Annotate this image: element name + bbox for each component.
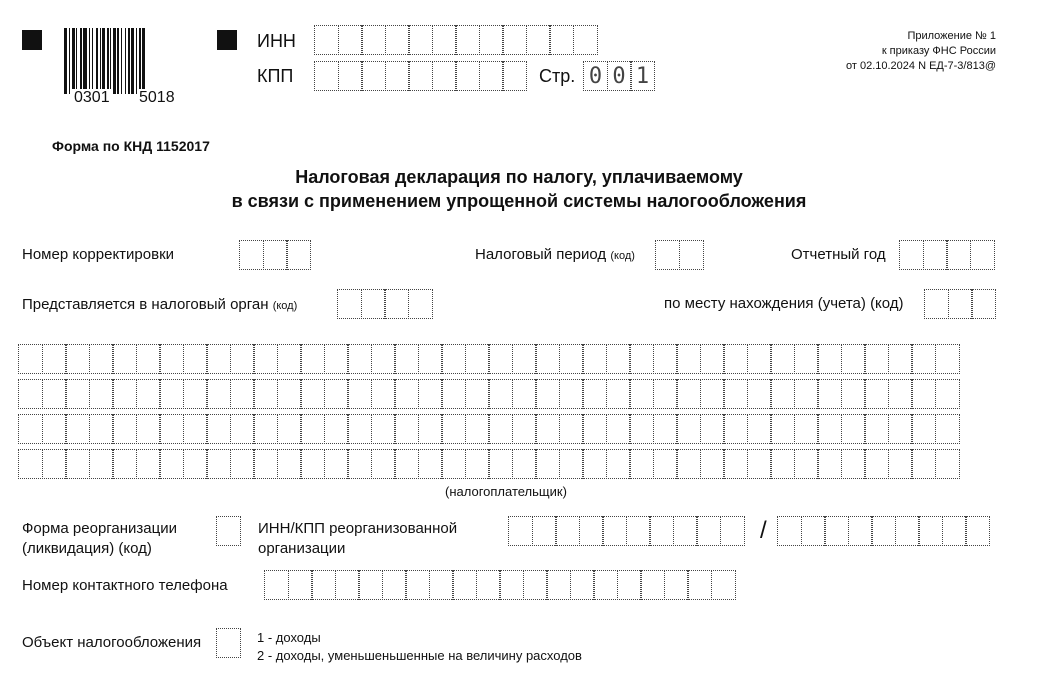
char-cell[interactable] xyxy=(582,449,607,479)
char-cell[interactable] xyxy=(418,379,443,409)
char-cell[interactable] xyxy=(253,449,278,479)
char-cell[interactable] xyxy=(895,516,920,546)
inn-label: ИНН xyxy=(257,31,296,51)
char-cell[interactable] xyxy=(502,25,527,55)
char-cell[interactable] xyxy=(418,449,443,479)
char-cell[interactable] xyxy=(371,414,396,444)
char-cell[interactable] xyxy=(626,516,651,546)
char-cell[interactable] xyxy=(546,570,571,600)
char-cell[interactable] xyxy=(89,344,114,374)
char-cell[interactable] xyxy=(559,449,584,479)
char-cell[interactable] xyxy=(948,289,973,319)
reorg-inn-label-2: организации xyxy=(258,540,346,557)
char-cell[interactable] xyxy=(512,344,537,374)
char-cell[interactable] xyxy=(801,516,826,546)
char-cell[interactable] xyxy=(408,61,433,91)
char-cell[interactable] xyxy=(394,449,419,479)
char-cell[interactable] xyxy=(653,344,678,374)
reorg-form-cells[interactable] xyxy=(216,516,241,546)
char-cell[interactable] xyxy=(183,449,208,479)
char-cell[interactable] xyxy=(347,379,372,409)
char-cell[interactable] xyxy=(314,61,339,91)
char-cell[interactable] xyxy=(923,240,948,270)
char-cell[interactable] xyxy=(582,344,607,374)
char-cell[interactable] xyxy=(455,61,480,91)
char-cell[interactable] xyxy=(300,379,325,409)
char-cell[interactable] xyxy=(314,25,339,55)
char-cell[interactable] xyxy=(602,516,627,546)
char-cell[interactable] xyxy=(300,449,325,479)
char-cell[interactable] xyxy=(582,414,607,444)
char-cell[interactable] xyxy=(593,570,618,600)
char-cell[interactable] xyxy=(606,379,631,409)
form-code: Форма по КНД 1152017 xyxy=(52,138,210,154)
char-cell[interactable] xyxy=(747,449,772,479)
char-cell[interactable] xyxy=(441,379,466,409)
barcode-number-right: 5018 xyxy=(139,89,175,106)
char-cell[interactable] xyxy=(405,570,430,600)
taxpayer-grid xyxy=(18,344,960,479)
reorg-form-label-2: (ликвидация) (код) xyxy=(22,540,152,557)
char-cell[interactable] xyxy=(230,344,255,374)
char-cell[interactable] xyxy=(311,570,336,600)
char-cell[interactable] xyxy=(794,379,819,409)
char-cell[interactable] xyxy=(358,570,383,600)
char-cell[interactable] xyxy=(324,344,349,374)
char-cell[interactable] xyxy=(817,344,842,374)
char-cell[interactable] xyxy=(747,344,772,374)
char-cell[interactable] xyxy=(479,25,504,55)
char-cell[interactable] xyxy=(324,449,349,479)
char-cell[interactable] xyxy=(159,344,184,374)
char-cell[interactable] xyxy=(452,570,477,600)
kpp-label: КПП xyxy=(257,66,294,86)
char-cell[interactable] xyxy=(559,344,584,374)
reorg-kpp-cells[interactable] xyxy=(777,516,990,546)
taxpayer-row-3[interactable] xyxy=(18,414,960,444)
char-cell[interactable] xyxy=(206,344,231,374)
char-cell[interactable] xyxy=(676,344,701,374)
page-digit-2: 0 xyxy=(607,61,632,91)
char-cell[interactable] xyxy=(324,379,349,409)
char-cell[interactable] xyxy=(523,570,548,600)
char-cell[interactable] xyxy=(253,414,278,444)
char-cell[interactable] xyxy=(911,344,936,374)
taxpayer-row-4[interactable] xyxy=(18,449,960,479)
char-cell[interactable] xyxy=(606,414,631,444)
char-cell[interactable] xyxy=(535,449,560,479)
char-cell[interactable] xyxy=(394,414,419,444)
char-cell[interactable] xyxy=(770,379,795,409)
char-cell[interactable] xyxy=(136,449,161,479)
char-cell[interactable] xyxy=(864,449,889,479)
char-cell[interactable] xyxy=(371,449,396,479)
char-cell[interactable] xyxy=(770,414,795,444)
char-cell[interactable] xyxy=(676,414,701,444)
char-cell[interactable] xyxy=(606,344,631,374)
char-cell[interactable] xyxy=(720,516,745,546)
char-cell[interactable] xyxy=(673,516,698,546)
char-cell[interactable] xyxy=(476,570,501,600)
barcode-number-left: 0301 xyxy=(74,89,110,106)
char-cell[interactable] xyxy=(89,379,114,409)
char-cell[interactable] xyxy=(112,379,137,409)
char-cell[interactable] xyxy=(347,414,372,444)
char-cell[interactable] xyxy=(700,379,725,409)
char-cell[interactable] xyxy=(263,240,288,270)
phone-cells[interactable] xyxy=(264,570,736,600)
char-cell[interactable] xyxy=(239,240,264,270)
char-cell[interactable] xyxy=(606,449,631,479)
char-cell[interactable] xyxy=(864,344,889,374)
char-cell[interactable] xyxy=(42,379,67,409)
char-cell[interactable] xyxy=(441,449,466,479)
tax-period-label xyxy=(475,246,635,263)
char-cell[interactable] xyxy=(371,379,396,409)
char-cell[interactable] xyxy=(723,344,748,374)
char-cell[interactable] xyxy=(338,25,363,55)
char-cell[interactable] xyxy=(617,570,642,600)
char-cell[interactable] xyxy=(112,449,137,479)
char-cell[interactable] xyxy=(676,449,701,479)
char-cell[interactable] xyxy=(817,449,842,479)
char-cell[interactable] xyxy=(723,449,748,479)
char-cell[interactable] xyxy=(112,414,137,444)
char-cell[interactable] xyxy=(159,379,184,409)
char-cell[interactable] xyxy=(841,449,866,479)
char-cell[interactable] xyxy=(970,240,995,270)
char-cell[interactable] xyxy=(488,379,513,409)
tax-object-option-1: 1 - доходы xyxy=(257,630,321,645)
char-cell[interactable] xyxy=(723,379,748,409)
char-cell[interactable] xyxy=(465,414,490,444)
char-cell[interactable] xyxy=(640,570,665,600)
char-cell[interactable] xyxy=(18,414,43,444)
title-line-2: в связи с применением упрощенной системы налогообложения xyxy=(231,191,807,211)
char-cell[interactable] xyxy=(965,516,990,546)
char-cell[interactable] xyxy=(465,379,490,409)
inn-cells[interactable] xyxy=(314,25,598,55)
reorg-slash: / xyxy=(760,517,767,544)
char-cell[interactable] xyxy=(136,414,161,444)
char-cell[interactable] xyxy=(286,240,311,270)
tax-object-cells[interactable] xyxy=(216,628,241,658)
char-cell[interactable] xyxy=(408,25,433,55)
char-cell[interactable] xyxy=(555,516,580,546)
char-cell[interactable] xyxy=(18,449,43,479)
char-cell[interactable] xyxy=(385,61,410,91)
char-cell[interactable] xyxy=(300,344,325,374)
appendix-line-2: к приказу ФНС России xyxy=(881,45,996,57)
char-cell[interactable] xyxy=(347,344,372,374)
char-cell[interactable] xyxy=(65,344,90,374)
taxpayer-caption: (налогоплательщик) xyxy=(445,484,567,499)
char-cell[interactable] xyxy=(747,414,772,444)
char-cell[interactable] xyxy=(696,516,721,546)
char-cell[interactable] xyxy=(770,344,795,374)
char-cell[interactable] xyxy=(653,414,678,444)
tax-authority-cells[interactable] xyxy=(337,289,433,319)
kpp-cells[interactable] xyxy=(314,61,527,91)
char-cell[interactable] xyxy=(335,570,360,600)
reorg-inn-label-1: ИНН/КПП реорганизованной xyxy=(258,520,458,537)
char-cell[interactable] xyxy=(794,449,819,479)
tax-authority-text: Представляется в налоговый орган xyxy=(22,296,269,313)
phone-label: Номер контактного телефона xyxy=(22,577,228,594)
corner-marker-right xyxy=(217,30,237,50)
report-year-cells[interactable] xyxy=(899,240,995,270)
char-cell[interactable] xyxy=(512,414,537,444)
char-cell[interactable] xyxy=(559,379,584,409)
char-cell[interactable] xyxy=(300,414,325,444)
page-digit-3: 1 xyxy=(630,61,655,91)
char-cell[interactable] xyxy=(277,379,302,409)
char-cell[interactable] xyxy=(159,449,184,479)
char-cell[interactable] xyxy=(441,414,466,444)
char-cell[interactable] xyxy=(488,414,513,444)
char-cell[interactable] xyxy=(338,61,363,91)
char-cell[interactable] xyxy=(324,414,349,444)
char-cell[interactable] xyxy=(911,449,936,479)
char-cell[interactable] xyxy=(723,414,748,444)
char-cell[interactable] xyxy=(935,449,960,479)
char-cell[interactable] xyxy=(535,414,560,444)
char-cell[interactable] xyxy=(711,570,736,600)
char-cell[interactable] xyxy=(441,344,466,374)
char-cell[interactable] xyxy=(946,240,971,270)
char-cell[interactable] xyxy=(770,449,795,479)
char-cell[interactable] xyxy=(183,344,208,374)
char-cell[interactable] xyxy=(230,379,255,409)
char-cell[interactable] xyxy=(841,344,866,374)
char-cell[interactable] xyxy=(888,344,913,374)
char-cell[interactable] xyxy=(42,449,67,479)
char-cell[interactable] xyxy=(408,289,433,319)
char-cell[interactable] xyxy=(488,344,513,374)
char-cell[interactable] xyxy=(253,379,278,409)
char-cell[interactable] xyxy=(465,449,490,479)
char-cell[interactable] xyxy=(288,570,313,600)
char-cell[interactable] xyxy=(465,344,490,374)
tax-object-option-2: 2 - доходы, уменьшеньшенные на величину расходов xyxy=(257,648,582,663)
char-cell[interactable] xyxy=(971,289,996,319)
char-cell[interactable] xyxy=(700,414,725,444)
char-cell[interactable] xyxy=(942,516,967,546)
char-cell[interactable] xyxy=(418,414,443,444)
char-cell[interactable] xyxy=(864,414,889,444)
char-cell[interactable] xyxy=(277,449,302,479)
char-cell[interactable] xyxy=(655,240,680,270)
char-cell[interactable] xyxy=(455,25,480,55)
correction-number-cells[interactable] xyxy=(239,240,311,270)
char-cell[interactable] xyxy=(429,570,454,600)
char-cell[interactable] xyxy=(918,516,943,546)
reorg-form-label-1: Форма реорганизации xyxy=(22,520,177,537)
char-cell[interactable] xyxy=(42,344,67,374)
char-cell[interactable] xyxy=(700,449,725,479)
title-line-1: Налоговая декларация по налогу, уплачиваемому xyxy=(295,167,743,187)
tax-period-text: Налоговый период xyxy=(475,246,607,263)
char-cell[interactable] xyxy=(230,414,255,444)
reorg-inn-cells[interactable] xyxy=(508,516,745,546)
char-cell[interactable] xyxy=(499,570,524,600)
char-cell[interactable] xyxy=(653,449,678,479)
char-cell[interactable] xyxy=(679,240,704,270)
tax-object-label: Объект налогообложения xyxy=(22,634,202,651)
char-cell[interactable] xyxy=(629,379,654,409)
char-cell[interactable] xyxy=(582,379,607,409)
char-cell[interactable] xyxy=(361,289,386,319)
char-cell[interactable] xyxy=(935,379,960,409)
char-cell[interactable] xyxy=(899,240,924,270)
char-cell[interactable] xyxy=(629,344,654,374)
char-cell[interactable] xyxy=(559,414,584,444)
char-cell[interactable] xyxy=(65,449,90,479)
char-cell[interactable] xyxy=(385,25,410,55)
char-cell[interactable] xyxy=(573,25,598,55)
char-cell[interactable] xyxy=(384,289,409,319)
char-cell[interactable] xyxy=(888,414,913,444)
char-cell[interactable] xyxy=(112,344,137,374)
char-cell[interactable] xyxy=(687,570,712,600)
char-cell[interactable] xyxy=(532,516,557,546)
char-cell[interactable] xyxy=(664,570,689,600)
tax-authority-label xyxy=(22,296,297,313)
char-cell[interactable] xyxy=(747,379,772,409)
char-cell[interactable] xyxy=(183,379,208,409)
corner-marker-left xyxy=(22,30,42,50)
char-cell[interactable] xyxy=(361,25,386,55)
char-cell[interactable] xyxy=(888,449,913,479)
char-cell[interactable] xyxy=(216,516,241,546)
char-cell[interactable] xyxy=(206,414,231,444)
tax-period-cells[interactable] xyxy=(655,240,704,270)
char-cell[interactable] xyxy=(89,414,114,444)
char-cell[interactable] xyxy=(535,379,560,409)
char-cell[interactable] xyxy=(18,344,43,374)
char-cell[interactable] xyxy=(18,379,43,409)
char-cell[interactable] xyxy=(136,344,161,374)
char-cell[interactable] xyxy=(512,379,537,409)
char-cell[interactable] xyxy=(824,516,849,546)
char-cell[interactable] xyxy=(216,628,241,658)
char-cell[interactable] xyxy=(512,449,537,479)
location-label: по месту нахождения (учета) (код) xyxy=(664,295,904,312)
appendix-line-1: Приложение № 1 xyxy=(907,30,996,42)
char-cell[interactable] xyxy=(508,516,533,546)
char-cell[interactable] xyxy=(502,61,527,91)
char-cell[interactable] xyxy=(777,516,802,546)
char-cell[interactable] xyxy=(629,414,654,444)
char-cell[interactable] xyxy=(871,516,896,546)
char-cell[interactable] xyxy=(535,344,560,374)
char-cell[interactable] xyxy=(579,516,604,546)
report-year-label: Отчетный год xyxy=(791,246,886,263)
tax-authority-code: (код) xyxy=(272,300,298,312)
tax-period-code: (код) xyxy=(610,250,635,262)
char-cell[interactable] xyxy=(42,414,67,444)
char-cell[interactable] xyxy=(864,379,889,409)
char-cell[interactable] xyxy=(277,414,302,444)
char-cell[interactable] xyxy=(206,379,231,409)
char-cell[interactable] xyxy=(924,289,949,319)
char-cell[interactable] xyxy=(911,379,936,409)
char-cell[interactable] xyxy=(136,379,161,409)
char-cell[interactable] xyxy=(549,25,574,55)
char-cell[interactable] xyxy=(253,344,278,374)
char-cell[interactable] xyxy=(526,25,551,55)
char-cell[interactable] xyxy=(649,516,674,546)
char-cell[interactable] xyxy=(394,379,419,409)
char-cell[interactable] xyxy=(888,379,913,409)
char-cell[interactable] xyxy=(700,344,725,374)
correction-number-label: Номер корректировки xyxy=(22,246,175,263)
char-cell[interactable] xyxy=(817,379,842,409)
page-digit-1: 0 xyxy=(583,61,608,91)
char-cell[interactable] xyxy=(432,25,457,55)
char-cell[interactable] xyxy=(159,414,184,444)
char-cell[interactable] xyxy=(89,449,114,479)
char-cell[interactable] xyxy=(570,570,595,600)
barcode-bar xyxy=(142,28,145,94)
char-cell[interactable] xyxy=(394,344,419,374)
char-cell[interactable] xyxy=(488,449,513,479)
char-cell[interactable] xyxy=(382,570,407,600)
char-cell[interactable] xyxy=(794,414,819,444)
page-label: Стр. xyxy=(539,66,576,86)
char-cell[interactable] xyxy=(371,344,396,374)
appendix-line-3: от 02.10.2024 N ЕД-7-3/813@ xyxy=(845,60,996,72)
char-cell[interactable] xyxy=(206,449,231,479)
taxpayer-row-2[interactable] xyxy=(18,379,960,409)
char-cell[interactable] xyxy=(277,344,302,374)
char-cell[interactable] xyxy=(65,414,90,444)
char-cell[interactable] xyxy=(653,379,678,409)
char-cell[interactable] xyxy=(841,414,866,444)
char-cell[interactable] xyxy=(337,289,362,319)
char-cell[interactable] xyxy=(817,414,842,444)
char-cell[interactable] xyxy=(911,414,936,444)
char-cell[interactable] xyxy=(418,344,443,374)
char-cell[interactable] xyxy=(629,449,654,479)
taxpayer-row-1[interactable] xyxy=(18,344,960,374)
char-cell[interactable] xyxy=(479,61,504,91)
char-cell[interactable] xyxy=(264,570,289,600)
char-cell[interactable] xyxy=(841,379,866,409)
char-cell[interactable] xyxy=(361,61,386,91)
char-cell[interactable] xyxy=(230,449,255,479)
char-cell[interactable] xyxy=(935,414,960,444)
char-cell[interactable] xyxy=(848,516,873,546)
char-cell[interactable] xyxy=(935,344,960,374)
char-cell[interactable] xyxy=(347,449,372,479)
page-number-cells xyxy=(583,61,655,91)
char-cell[interactable] xyxy=(432,61,457,91)
char-cell[interactable] xyxy=(65,379,90,409)
char-cell[interactable] xyxy=(794,344,819,374)
char-cell[interactable] xyxy=(183,414,208,444)
location-cells[interactable] xyxy=(924,289,996,319)
char-cell[interactable] xyxy=(676,379,701,409)
barcode xyxy=(64,28,145,94)
